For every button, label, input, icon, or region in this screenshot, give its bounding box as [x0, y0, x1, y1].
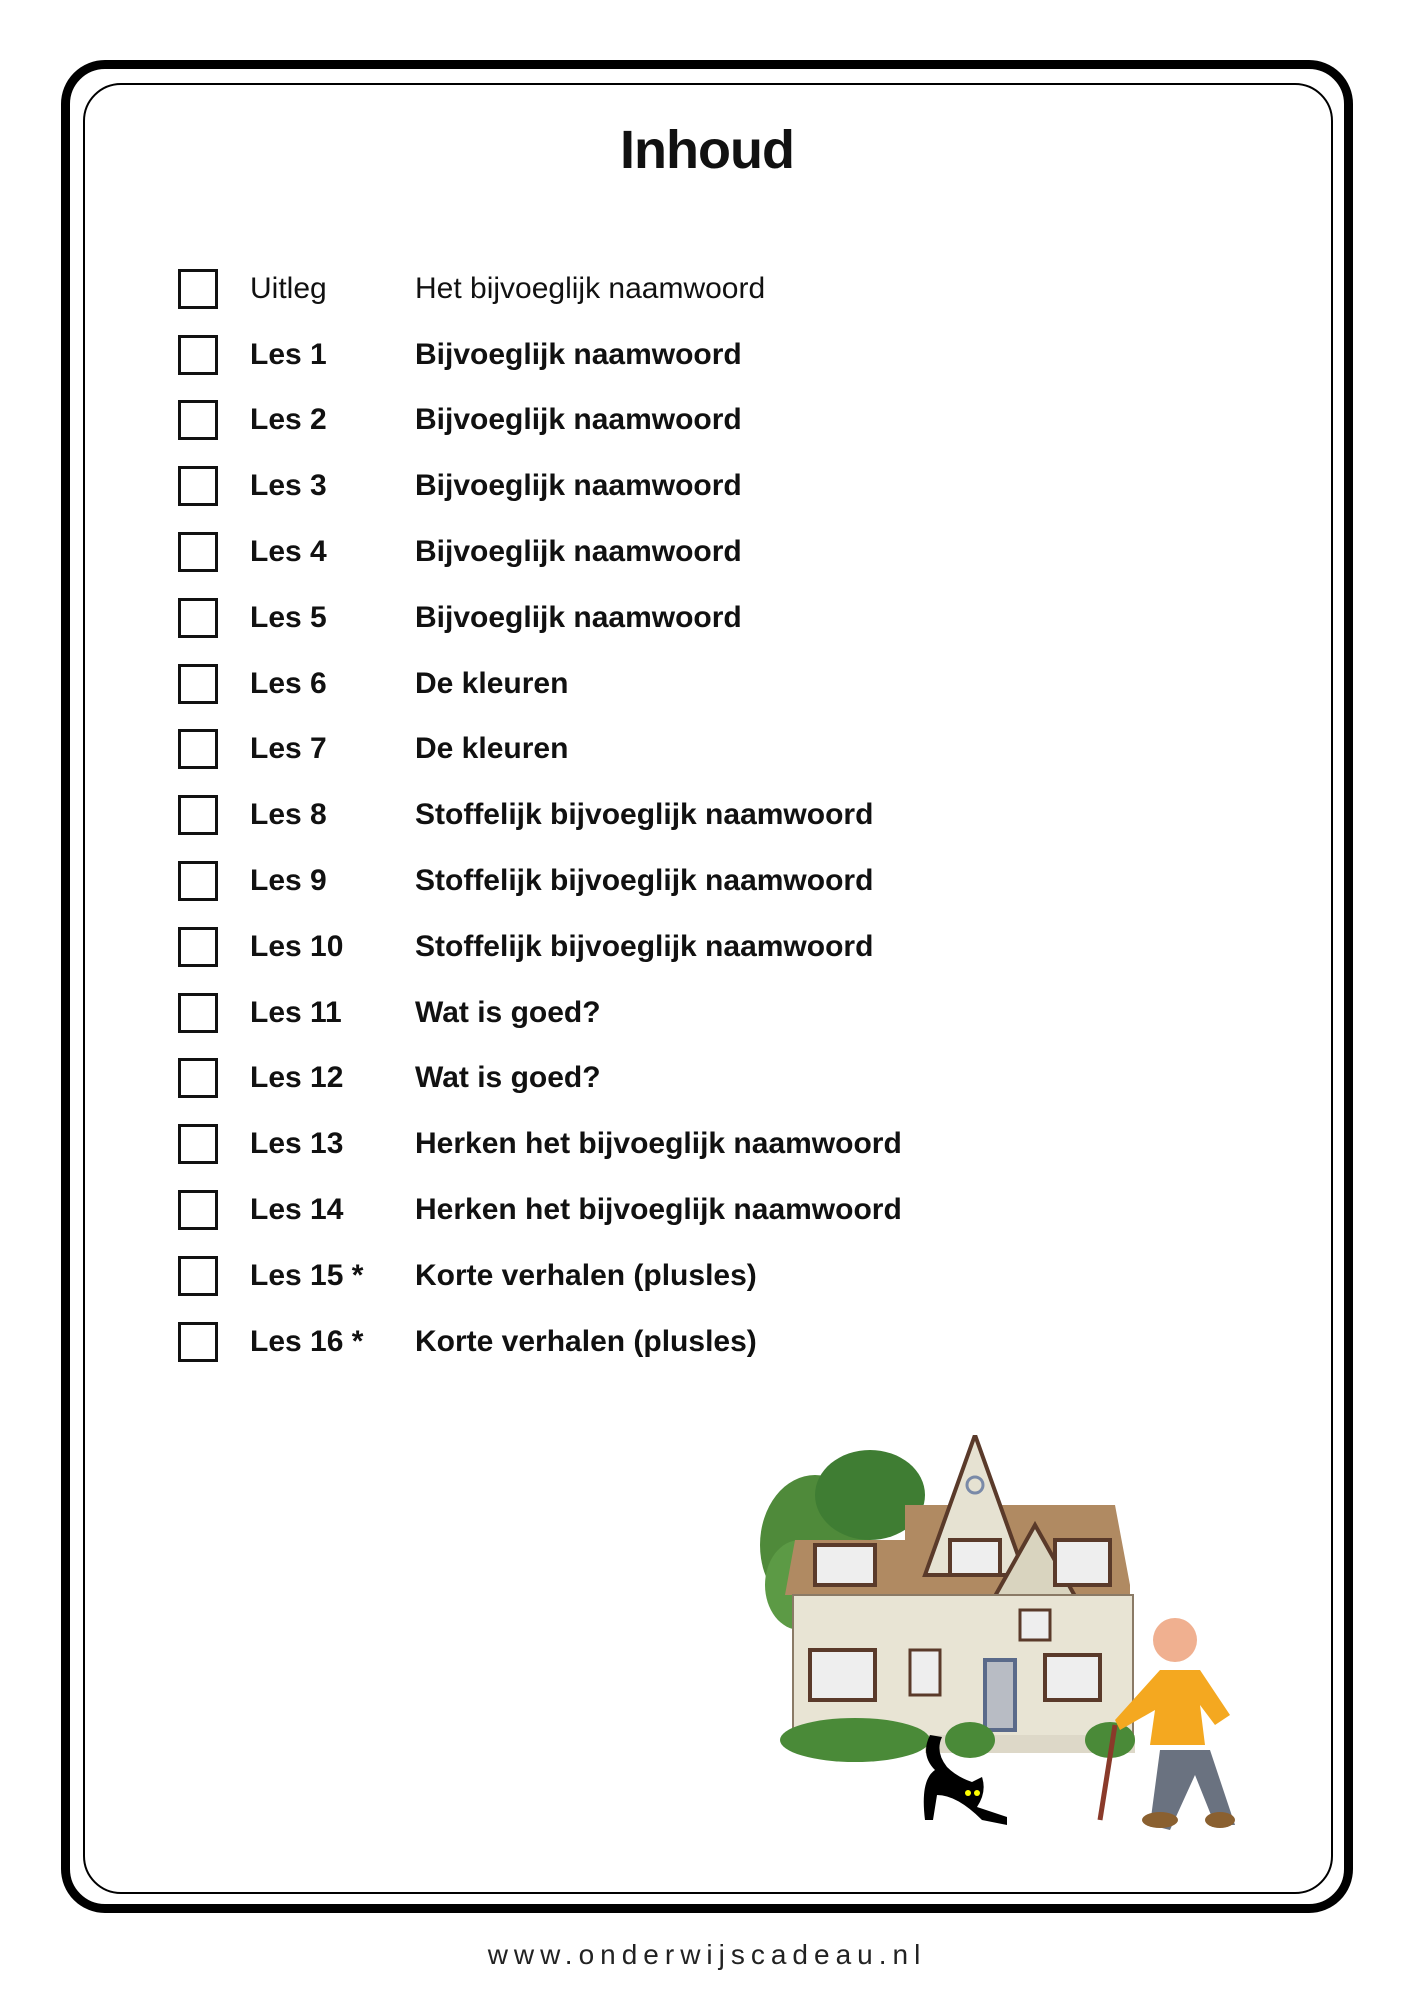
checklist-row: [178, 453, 1178, 519]
checklist-row: [178, 848, 1178, 914]
lesson-label: Les 4: [250, 535, 327, 569]
checklist-row: [178, 1243, 1178, 1309]
lesson-title: Bijvoeglijk naamwoord: [415, 535, 742, 569]
lesson-title: Bijvoeglijk naamwoord: [415, 403, 742, 437]
checklist-row: [178, 1177, 1178, 1243]
lesson-title: Stoffelijk bijvoeglijk naamwoord: [415, 864, 874, 898]
lesson-label: Les 16 *: [250, 1324, 364, 1358]
checkbox[interactable]: [178, 532, 218, 572]
checkbox[interactable]: [178, 269, 218, 309]
lesson-title: De kleuren: [415, 732, 569, 766]
checklist-row: [178, 651, 1178, 717]
checkbox[interactable]: [178, 1190, 218, 1230]
lesson-label: Les 14: [250, 1193, 344, 1227]
lesson-label: Les 1: [250, 337, 327, 371]
lesson-title: Stoffelijk bijvoeglijk naamwoord: [415, 929, 874, 963]
checkbox[interactable]: [178, 1256, 218, 1296]
lesson-title: Bijvoeglijk naamwoord: [415, 600, 742, 634]
checklist-row: [178, 585, 1178, 651]
lesson-title: Herken het bijvoeglijk naamwoord: [415, 1127, 902, 1161]
checklist-row: [178, 388, 1178, 454]
checkbox[interactable]: [178, 1058, 218, 1098]
checkbox[interactable]: [178, 1124, 218, 1164]
checkbox[interactable]: [178, 861, 218, 901]
lesson-title: De kleuren: [415, 666, 569, 700]
checkbox[interactable]: [178, 664, 218, 704]
lesson-label: Les 15 *: [250, 1258, 364, 1292]
checkbox[interactable]: [178, 927, 218, 967]
lesson-label: Les 10: [250, 929, 344, 963]
lesson-title: Wat is goed?: [415, 995, 601, 1029]
checkbox[interactable]: [178, 466, 218, 506]
lesson-title: Stoffelijk bijvoeglijk naamwoord: [415, 798, 874, 832]
lesson-checklist: [178, 256, 1178, 1375]
lesson-label: Les 9: [250, 864, 327, 898]
lesson-label: Les 13: [250, 1127, 344, 1161]
lesson-label: Les 8: [250, 798, 327, 832]
checklist-row: [178, 717, 1178, 783]
checkbox[interactable]: [178, 795, 218, 835]
checklist-row: [178, 782, 1178, 848]
checkbox[interactable]: [178, 335, 218, 375]
lesson-title: Wat is goed?: [415, 1061, 601, 1095]
page-title: Inhoud: [620, 120, 794, 180]
lesson-title: Bijvoeglijk naamwoord: [415, 469, 742, 503]
checklist-row: [178, 914, 1178, 980]
checklist-row: [178, 1309, 1178, 1375]
lesson-label: Les 3: [250, 469, 327, 503]
checkbox[interactable]: [178, 993, 218, 1033]
checkbox[interactable]: [178, 598, 218, 638]
checklist-row: [178, 519, 1178, 585]
house-illustration: [755, 1435, 1255, 1830]
checklist-row: [178, 980, 1178, 1046]
lesson-label: Les 11: [250, 995, 342, 1029]
checklist-row: [178, 1046, 1178, 1112]
lesson-title: Korte verhalen (plusles): [415, 1324, 757, 1358]
lesson-label: Les 12: [250, 1061, 344, 1095]
lesson-label: Uitleg: [250, 271, 327, 305]
lesson-title: Bijvoeglijk naamwoord: [415, 337, 742, 371]
lesson-label: Les 6: [250, 666, 327, 700]
checklist-row: [178, 1111, 1178, 1177]
checkbox[interactable]: [178, 1322, 218, 1362]
footer-website: www.onderwijscadeau.nl: [487, 1939, 927, 1970]
lesson-label: Les 2: [250, 403, 327, 437]
lesson-label: Les 7: [250, 732, 327, 766]
checkbox[interactable]: [178, 400, 218, 440]
lesson-label: Les 5: [250, 600, 327, 634]
lesson-title: Korte verhalen (plusles): [415, 1258, 757, 1292]
lesson-title: Herken het bijvoeglijk naamwoord: [415, 1193, 902, 1227]
checklist-row: [178, 256, 1178, 322]
checklist-row: [178, 322, 1178, 388]
lesson-title: Het bijvoeglijk naamwoord: [415, 271, 766, 305]
checkbox[interactable]: [178, 729, 218, 769]
